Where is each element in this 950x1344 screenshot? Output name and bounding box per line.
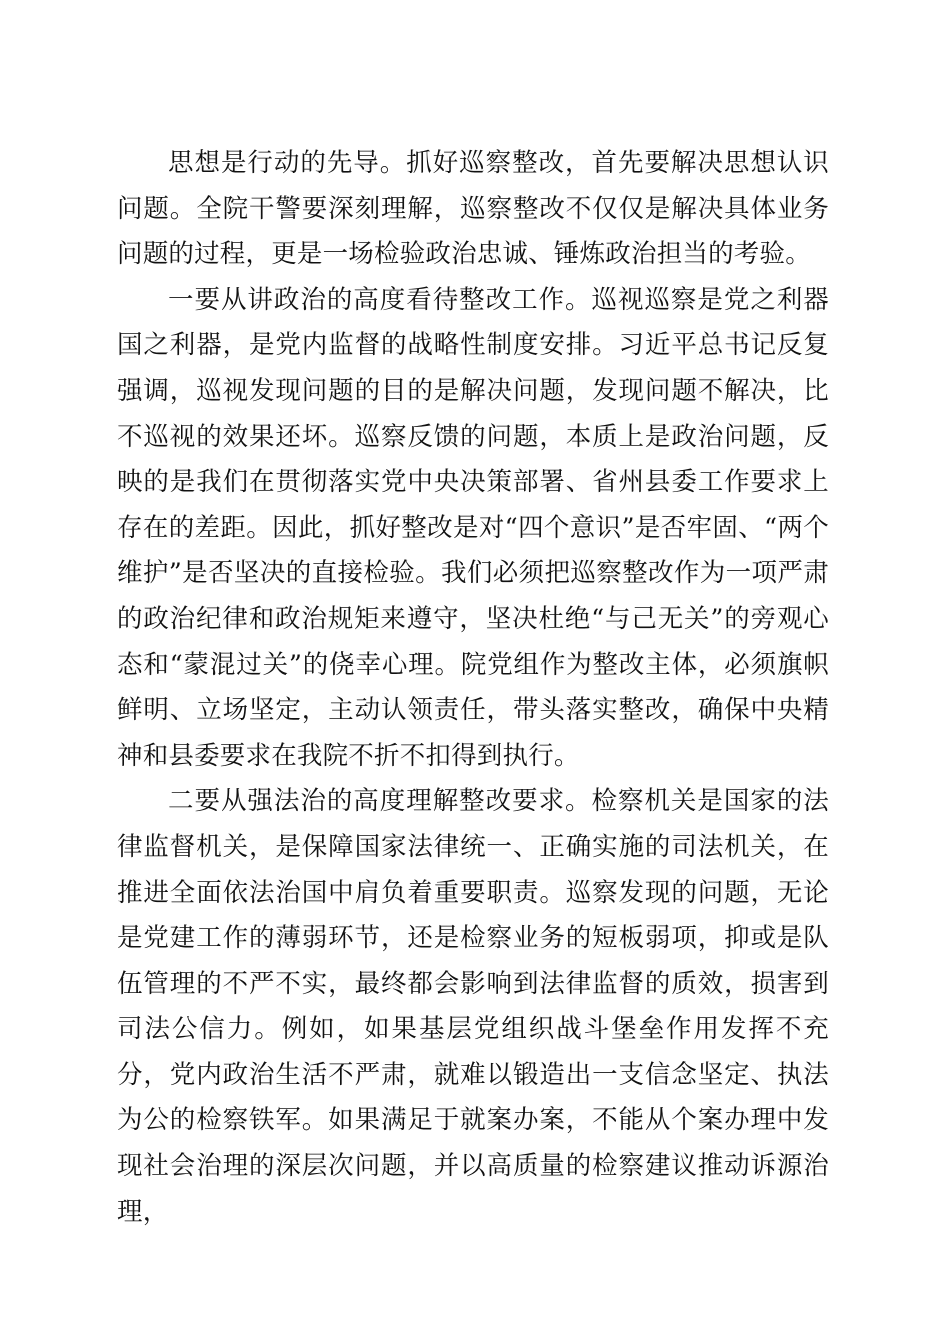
paragraph-political: 一要从讲政治的高度看待整改工作。巡视巡察是党之利器国之利器，是党内监督的战略性制度安排。习近平总书记反复强调，巡视发现问题的目的是解决问题，发现问题不解决，比不巡视的效果还坏。巡察反馈的问题，本质上是政治问题，反映的是我们在贯彻落实党中央决策部署、省州县委工作要求上存在的差距。因此，抓好整改是对“四个意识”是否牢固、“两个维护”是否坚决的直接检验。我们必须把巡察整改作为一项严肃的政治纪律和政治规矩来遵守，坚决杜绝“与己无关”的旁观心态和“蒙混过关”的侥幸心理。院党组作为整改主体，必须旗帜鲜明、立场坚定，主动认领责任，带头落实整改，确保中央精神和县委要求在我院不折不扣得到执行。 (117, 284, 829, 771)
paragraph-intro: 思想是行动的先导。抓好巡察整改，首先要解决思想认识问题。全院干警要深刻理解，巡察整改不仅仅是解决具体业务问题的过程，更是一场检验政治忠诚、锤炼政治担当的考验。 (117, 148, 829, 270)
paragraph-legal: 二要从强法治的高度理解整改要求。检察机关是国家的法律监督机关，是保障国家法律统一、正确实施的司法机关，在推进全面依法治国中肩负着重要职责。巡察发现的问题，无论是党建工作的薄弱环节，还是检察业务的短板弱项，抑或是队伍管理的不严不实，最终都会影响到法律监督的质效，损害到司法公信力。例如，如果基层党组织战斗堡垒作用发挥不充分，党内政治生活不严肃，就难以锻造出一支信念坚定、执法为公的检察铁军。如果满足于就案办案，不能从个案办理中发现社会治理的深层次问题，并以高质量的检察建议推动诉源治理， (117, 786, 829, 1227)
document-body (117, 141, 829, 1235)
